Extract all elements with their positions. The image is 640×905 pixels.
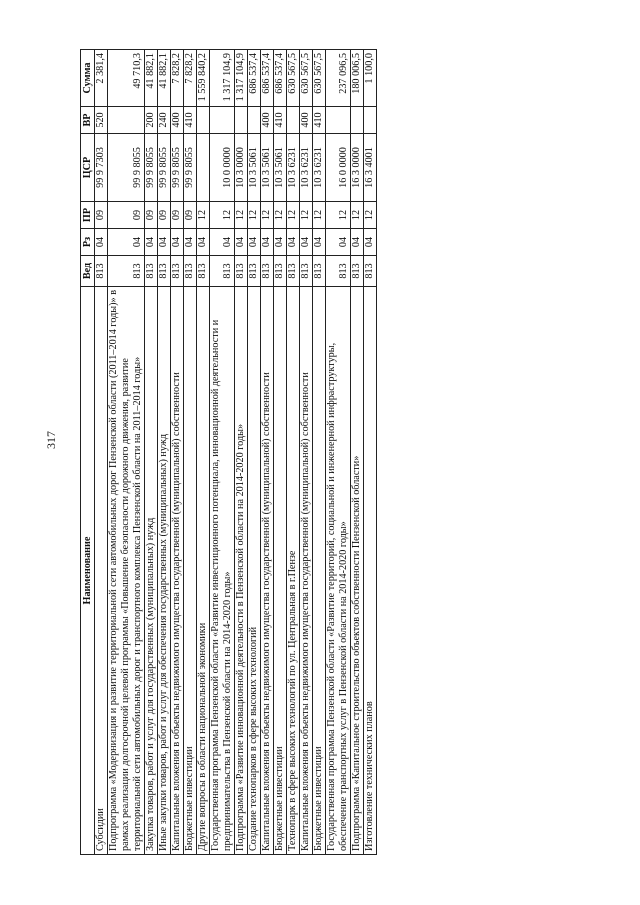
cell-csr: 16 0 0000 [326, 134, 351, 202]
header-vr: ВР [81, 107, 95, 134]
cell-vr: 400 [261, 107, 274, 134]
cell-name: Государственная программа Пензенской области «Развитие территорий, социальной и инженерной инфраструктуры, обеспечение транспортных услуг в Пензенской области на 2014-2020 годы» [326, 287, 351, 855]
cell-rz: 04 [171, 229, 184, 256]
cell-vr [351, 107, 364, 134]
cell-sum: 1 100,0 [364, 50, 377, 107]
cell-ved: 813 [313, 256, 326, 287]
cell-name: Государственная программа Пензенской области «Развитие инвестиционного потенциала, инновационной деятельности и предпринимательства в Пензенской области на 2014-2020 годы» [210, 287, 235, 855]
cell-sum: 2 381,4 [95, 50, 108, 107]
cell-sum: 1 317 104,9 [235, 50, 248, 107]
cell-vr: 240 [158, 107, 171, 134]
cell-pr: 09 [95, 202, 108, 229]
table-row [248, 50, 261, 855]
cell-csr: 10 3 6231 [313, 134, 326, 202]
cell-sum: 180 006,5 [351, 50, 364, 107]
cell-name: Капитальные вложения в объекты недвижимого имущества государственной (муниципальной) собственности [261, 287, 274, 855]
cell-csr: 10 3 5061 [261, 134, 274, 202]
cell-sum: 1 559 840,2 [197, 50, 210, 107]
cell-vr [108, 107, 145, 134]
cell-name: Подпрограмма «Развитие инновационной деятельности в Пензенской области на 2014-2020 годы» [235, 287, 248, 855]
header-name: Наименование [81, 287, 95, 855]
cell-sum: 686 537,4 [248, 50, 261, 107]
cell-ved: 813 [351, 256, 364, 287]
cell-ved: 813 [261, 256, 274, 287]
cell-csr: 10 3 5061 [274, 134, 287, 202]
table-body [95, 50, 377, 855]
cell-rz: 04 [326, 229, 351, 256]
cell-vr [364, 107, 377, 134]
table-row [108, 50, 145, 855]
cell-rz: 04 [248, 229, 261, 256]
cell-csr: 10 0 0000 [210, 134, 235, 202]
cell-rz: 04 [235, 229, 248, 256]
cell-pr: 12 [235, 202, 248, 229]
table-row [351, 50, 364, 855]
cell-csr: 99 9 8055 [108, 134, 145, 202]
table-row [197, 50, 210, 855]
page-number: 317 [44, 431, 58, 449]
cell-csr: 99 9 8055 [184, 134, 197, 202]
cell-rz: 04 [351, 229, 364, 256]
cell-pr: 12 [210, 202, 235, 229]
cell-ved: 813 [108, 256, 145, 287]
cell-vr [210, 107, 235, 134]
cell-sum: 49 710,3 [108, 50, 145, 107]
cell-ved: 813 [171, 256, 184, 287]
header-sum: Сумма [81, 50, 95, 107]
cell-name: Подпрограмма «Модернизация и развитие территориальной сети автомобильных дорог Пензенской области (2011–2014 годы)» в рамках реализации долгосрочной целевой программы «Повышение безопасности дорожного движения, развитие территориальной сети автомобильных дорог и транспортного комплекса Пензенской области на 2011–2014 годы» [108, 287, 145, 855]
cell-rz: 04 [300, 229, 313, 256]
cell-ved: 813 [210, 256, 235, 287]
cell-vr: 520 [95, 107, 108, 134]
cell-pr: 09 [108, 202, 145, 229]
cell-rz: 04 [145, 229, 158, 256]
table-row [235, 50, 248, 855]
cell-rz: 04 [158, 229, 171, 256]
cell-name: Закупка товаров, работ и услуг для государственных (муниципальных) нужд [145, 287, 158, 855]
table-row [158, 50, 171, 855]
cell-pr: 09 [145, 202, 158, 229]
cell-vr: 400 [171, 107, 184, 134]
cell-rz: 04 [184, 229, 197, 256]
cell-pr: 09 [171, 202, 184, 229]
table-row [261, 50, 274, 855]
cell-rz: 04 [197, 229, 210, 256]
cell-ved: 813 [300, 256, 313, 287]
cell-sum: 630 567,5 [313, 50, 326, 107]
cell-vr: 200 [145, 107, 158, 134]
cell-name: Создание технопарков в сфере высоких технологий [248, 287, 261, 855]
cell-rz: 04 [274, 229, 287, 256]
rotated-page-content [80, 50, 377, 855]
table-header-row [81, 50, 95, 855]
cell-ved: 813 [235, 256, 248, 287]
cell-name: Другие вопросы в области национальной экономики [197, 287, 210, 855]
cell-rz: 04 [261, 229, 274, 256]
cell-name: Технопарк в сфере высоких технологий по ул. Центральная в г.Пензе [287, 287, 300, 855]
cell-pr: 12 [326, 202, 351, 229]
table-row [145, 50, 158, 855]
cell-sum: 686 537,4 [261, 50, 274, 107]
header-ved: Вед [81, 256, 95, 287]
budget-table [80, 49, 377, 855]
cell-rz: 04 [108, 229, 145, 256]
table-row [95, 50, 108, 855]
header-rz: Рз [81, 229, 95, 256]
cell-ved: 813 [95, 256, 108, 287]
cell-vr: 410 [274, 107, 287, 134]
cell-ved: 813 [287, 256, 300, 287]
cell-vr: 410 [184, 107, 197, 134]
cell-pr: 09 [184, 202, 197, 229]
cell-sum: 41 882,1 [158, 50, 171, 107]
cell-csr: 16 3 0000 [351, 134, 364, 202]
table-row [287, 50, 300, 855]
cell-ved: 813 [248, 256, 261, 287]
table-row [313, 50, 326, 855]
cell-csr: 99 9 7303 [95, 134, 108, 202]
cell-ved: 813 [145, 256, 158, 287]
cell-vr [287, 107, 300, 134]
cell-rz: 04 [313, 229, 326, 256]
cell-name: Капитальные вложения в объекты недвижимого имущества государственной (муниципальной) собственности [171, 287, 184, 855]
cell-sum: 686 537,4 [274, 50, 287, 107]
cell-pr: 12 [351, 202, 364, 229]
table-row [184, 50, 197, 855]
cell-name: Капитальные вложения в объекты недвижимого имущества государственной (муниципальной) собственности [300, 287, 313, 855]
cell-csr: 99 9 8055 [158, 134, 171, 202]
table-row [210, 50, 235, 855]
cell-vr [326, 107, 351, 134]
cell-ved: 813 [364, 256, 377, 287]
cell-ved: 813 [326, 256, 351, 287]
cell-name: Иные закупки товаров, работ и услуг для обеспечения государственных (муниципальных) нужд [158, 287, 171, 855]
cell-name: Бюджетные инвестиции [313, 287, 326, 855]
cell-sum: 630 567,5 [287, 50, 300, 107]
cell-csr: 10 3 0000 [235, 134, 248, 202]
cell-csr: 10 3 6231 [300, 134, 313, 202]
cell-vr [235, 107, 248, 134]
cell-ved: 813 [197, 256, 210, 287]
cell-csr: 99 9 8055 [145, 134, 158, 202]
cell-pr: 12 [248, 202, 261, 229]
cell-ved: 813 [184, 256, 197, 287]
cell-name: Подпрограмма «Капитальное строительство объектов собственности Пензенской области» [351, 287, 364, 855]
cell-vr [197, 107, 210, 134]
table-row [274, 50, 287, 855]
cell-csr: 99 9 8055 [171, 134, 184, 202]
cell-csr: 10 3 6231 [287, 134, 300, 202]
header-csr: ЦСР [81, 134, 95, 202]
cell-sum: 41 882,1 [145, 50, 158, 107]
cell-rz: 04 [364, 229, 377, 256]
cell-pr: 12 [287, 202, 300, 229]
cell-pr: 12 [364, 202, 377, 229]
table-row [300, 50, 313, 855]
cell-sum: 630 567,5 [300, 50, 313, 107]
table-row [364, 50, 377, 855]
cell-sum: 1 317 104,9 [210, 50, 235, 107]
cell-pr: 12 [300, 202, 313, 229]
header-pr: ПР [81, 202, 95, 229]
cell-sum: 7 828,2 [184, 50, 197, 107]
cell-sum: 7 828,2 [171, 50, 184, 107]
cell-name: Бюджетные инвестиции [184, 287, 197, 855]
cell-ved: 813 [158, 256, 171, 287]
cell-name: Бюджетные инвестиции [274, 287, 287, 855]
cell-pr: 12 [261, 202, 274, 229]
cell-pr: 12 [274, 202, 287, 229]
cell-ved: 813 [274, 256, 287, 287]
cell-csr [197, 134, 210, 202]
cell-name: Субсидии [95, 287, 108, 855]
cell-rz: 04 [287, 229, 300, 256]
cell-vr: 400 [300, 107, 313, 134]
cell-pr: 12 [197, 202, 210, 229]
cell-name: Изготовление технических планов [364, 287, 377, 855]
table-row [326, 50, 351, 855]
cell-sum: 237 096,5 [326, 50, 351, 107]
cell-pr: 12 [313, 202, 326, 229]
cell-vr [248, 107, 261, 134]
cell-rz: 04 [95, 229, 108, 256]
cell-csr: 16 3 4001 [364, 134, 377, 202]
cell-csr: 10 3 5061 [248, 134, 261, 202]
cell-pr: 09 [158, 202, 171, 229]
cell-vr: 410 [313, 107, 326, 134]
table-row [171, 50, 184, 855]
cell-rz: 04 [210, 229, 235, 256]
